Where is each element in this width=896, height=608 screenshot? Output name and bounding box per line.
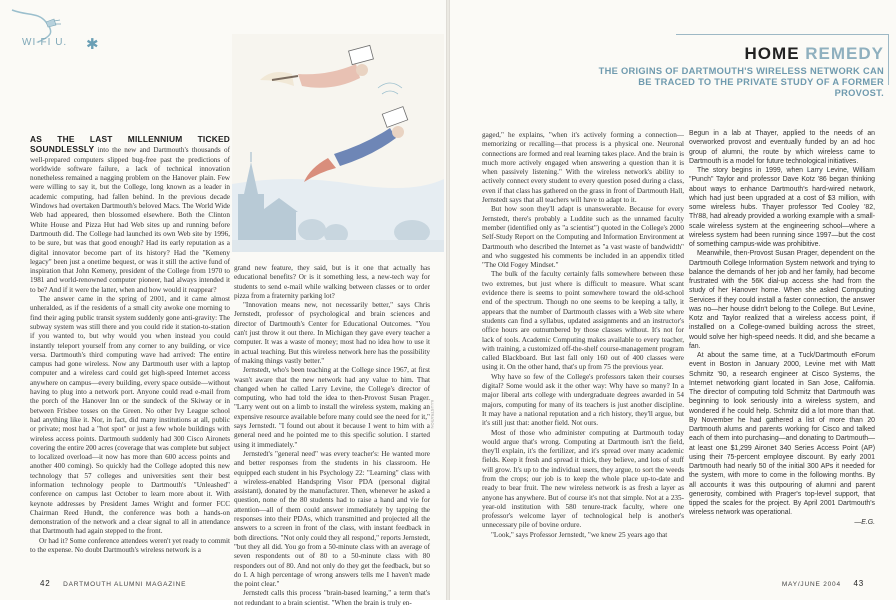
asterisk-icon: ✱ — [86, 37, 99, 53]
paragraph: Jernstedt, who's been teaching at the College since 1967, at first wasn't aware that the new network had any value to him. That changed when he called Larry Levine, the College's director of computing, who had told the idea to then-Provost Susan Prager. "Larry went out on a limb to install the wireless system, making an expensive resource available before many could see the need for it," says Jernstedt. "I found out about it because I went to him with a general need and he pointed me to this specific solution. I started using it immediately." — [234, 366, 430, 449]
sidebar-title — [745, 44, 884, 64]
paragraph: The bulk of the faculty certainly falls somewhere between these two extremes, but just where is difficult to measure. What scant evidence there is seems to point somewhere toward the old-school end of the spectrum. Though no one seems to be keeping a tally, it appears that the number of Dartmouth classes with a Web site where students can find a syllabus, updated assignments and an instructor's office hours are outnumbered by those classes without. It's not for lack of tools. Academic Computing makes available to every teacher, with training, a customized off-the-shelf course-management program called Blackboard. But last fall only 160 out of 400 classes were using it. On the other hand, that's up from 75 the previous year. — [482, 270, 684, 372]
lead-in-caps: AS THE LAST MILLENNIUM TICKED SOUNDLESSLY — [30, 134, 230, 155]
right-page — [450, 0, 896, 600]
body-column-2 — [234, 264, 430, 608]
paragraph: Jernstedt's "general need" was every teacher's: He wanted more and better responses from the students in his classroom. He equipped each student in his Psychology 22: "Learning" class with a wireless-enabled Handspring Visor PDA (personal digital assistant), donated by the manufacturer. Then, whenever he asked a question, none of the 80 students had to raise a hand and vie for attention—all of them could answer immediately by tapping the responses into their PDAs, which transmitted and projected all the answers to a screen in front of the class, with instant feedback in both directions. "Not only could they all respond," reports Jernstedt, "but they all did. You go from a 50-minute class with an average of seven respondents out of 80 to a 50-minute class with 80 responders out of 80. And not only do they get the feedback, but so do I. A high percentage of wrong answers tells me I haven't made the point clear." — [234, 449, 430, 589]
title-word-home: HOME — [744, 44, 800, 63]
paragraph: "Look," says Professor Jernstedt, "we knew 25 years ago that — [491, 530, 668, 539]
lead-paragraph — [30, 135, 230, 295]
paragraph: gaged," he explains, "when it's actively forming a connection—memorizing or recalling—that process is a physical one. Neuronal connections are formed and real learning takes place. And the brain is much more actively engaged when answering a question than it is when passively listening." With the wireless network's ability to actively connect every student to every question posed during a class, even if that class has gathered on the grass in front of Dartmouth Hall, Jernstedt says that all teachers will have to adapt to it. — [482, 131, 684, 205]
paragraph: The answer came in the spring of 2001, and it came almost unheralded, as if the residents of a small city awoke one morning to find their aging public transit system suddenly gone anti-gravity: The subway system was still there and you could ride it station-to-station if you wanted to, but why would you when instead you could instantly teleport yourself from any corner to any building, or vice versa. Dartmouth's third computing wave had arrived: The entire campus had gone wireless. Now any Dartmouth user with a laptop computer and a wireless card could get high-speed Internet access anywhere on campus—every building, every space outside—without having to plug into a network port. Anyone could read e-mail from the porch of the Hanover Inn or the sundeck of the Skiway or in between Frisbee tosses on the Green. No other Ivy League school had anything like it. Nor, in fact, did many institutions at all, public or private; most had a "hot spot" or just a few whole buildings with wireless access points. Dartmouth suddenly had 300 Cisco Aironets covering the entire 200 acres (coverage that was complete but subject to localized overload—it now has more than 600 access points and another 400 coming). So quickly had the College adopted this new technology that 57 colleges and universities sent their best information technology people to Dartmouth's "Unleashed" conference on campus last October to learn more about it. With keynote addresses by President James Wright and former FCC Chairman Reed Hundt, the conference was both a hands-on demonstration of the network and a clear signal to all in attendance that Dartmouth had again stepped to the front. — [30, 295, 230, 536]
folio-left — [30, 579, 186, 588]
paragraph: Or had it? Some conference attendees weren't yet ready to commit to the expense. No doubt Dartmouth's wireless network is a — [30, 536, 230, 555]
section-tag — [8, 6, 118, 53]
folio-right — [782, 579, 874, 588]
section-label: WI-FI U. — [22, 37, 68, 48]
paragraph: into the new and Dartmouth's thousands of well-prepared computers slipped bug-free past the predictions of worldwide software failure, a lack of technical innovation nonetheless remained a nagging problem on the Hanover plain. Few were willing to say it, but the College, long known as a leader in academic computing, had fallen behind. In the previous decade Windows had overtaken Dartmouth's beloved Macs. The World Wide Web had appeared, then blossomed elsewhere. Both the Clinton White House and Pizza Hut had Web sites up and running before Dartmouth did. The College had launched its own Web site by 1996, to be sure, but was that good enough? Had its early reputation as a digital innovator become part of its history? Had the "Kemeny legacy" been just a onetime bequest, or was it still the active fund of inspiration that John Kemeny, president of the College from 1970 to 1981 and world-renowned computer pioneer, had always intended it to be? And if it were the latter, when and how would it reappear? — [30, 146, 230, 294]
paragraph: Jernstedt calls this process "brain-based learning," a term that's not redundant to a brain scientist. "When the brain is truly en- — [234, 589, 430, 607]
illustration-credit: ILLUSTRATION — [430, 400, 435, 429]
sidebar-column — [689, 129, 875, 527]
paragraph: At about the same time, at a Tuck/Dartmouth eForum event in Boston in January 2000, Levine met with Matt Schmitz '90, a research engineer at Cisco Systems, the Internet networking giant located in San Jose, California. The director of computing told Schmitz that Dartmouth was beginning to look seriously into a wireless system, and wondered if he could help. Schmitz did a lot more than that. By November he had gathered a list of more than 20 Dartmouth alums and parents working for Cisco and talked each of them into purchasing—and donating to Dartmouth—at least one $1,299 Aironet 340 Series Access Point (AP) using their 75-percent employee discount. By early 2001 Dartmouth had nearly 50 of the initial 300 APs it needed for the system, with more to come in the following months. By all accounts it was this outpouring of alumni and parent generosity, combined with Prager's top-level support, that tipped the scales for the project. By April 2001 Dartmouth's wireless network was operational. — [689, 352, 875, 517]
paragraph: Begun in a lab at Thayer, applied to the needs of an overworked provost and eventually funded by an ad hoc group of alumni, the route by which wireless came to Dartmouth is a model for future technological initiatives. — [689, 130, 875, 165]
paragraph: grand new feature, they said, but is it one that actually has educational benefits? Or is it something less, a new-tech way for students to send e-mail while walking between classes or to order pizza from a fraternity parking lot? — [234, 264, 430, 300]
paragraph: But how soon they'll adapt is unanswerable. Because for every Jernstedt, there's probably a Luddite such as the unnamed faculty member (identified only as "a scientist") quoted in the College's 2000 Self-Study Report on the Computing and Information Environment at Dartmouth who described the Internet as "a vast waste of bandwidth" and who suggested his comments be included in an appendix titled "The Old Fogey Mindset." — [482, 205, 684, 270]
issue-date: MAY/JUNE 2004 — [781, 581, 841, 588]
flying-laptop-illustration — [232, 34, 444, 252]
author-signature: —E.G. — [854, 518, 875, 526]
body-column-3 — [482, 131, 684, 540]
paragraph: "Innovation means new, not necessarily better," says Chris Jernstedt, professor of psychological and brain sciences and director of Dartmouth's Center for Educational Outcomes. "You can't just throw it out there. In Michigan they gave every teacher a computer. It was a waste of money; most had no idea how to use it in actual teaching. But this wireless network here has the possibility of making things vastly better." — [234, 301, 430, 365]
page-number: 42 — [40, 579, 51, 588]
sidebar-deck: THE ORIGINS OF DARTMOUTH'S WIRELESS NETWORK CAN BE TRACED TO THE PRIVATE STUDY OF A FORMER PROVOST. — [598, 66, 884, 98]
paragraph: Why have so few of the College's professors taken their courses digital? Some would ask it the other way: Why have so many? In a major liberal arts college with undergraduate degrees awarded in 54 majors, computing for many of its teachers is just another discipline. It may have a national reputation and a rich history, they'll argue, but it's still just that: another field. Not ours. — [482, 372, 684, 428]
magazine-name: DARTMOUTH ALUMNI MAGAZINE — [63, 581, 187, 588]
title-word-remedy: REMEDY — [805, 44, 884, 63]
paragraph: The story begins in 1999, when Larry Levine, William "Punch" Taylor and professor Dave Kotz '86 began thinking about ways to enhance Dartmouth's hard-wired network, which had just been upgraded at a cost of $3 million, with some wireless hubs. Thayer professor Ted Cooley '82, Th'88, had already provided a working example with a small-scale wireless system at the engineering school—where a wireless system had been running since 1997—but the cost of something campus-wide was prohibitive. — [689, 167, 875, 248]
paragraph: Meanwhile, then-Provost Susan Prager, dependent on the Dartmouth College Information System network and trying to balance the demands of her job and her family, had become frustrated with the 56K dial-up access she had from the study of her Hanover home. When she asked Computing Services if they could install a faster connection, the answer was no—her house didn't belong to the College. But Levine, Kotz and Taylor realized that a wireless access point, if installed on a College-owned building across the street, would solve her high-speed needs. It did, and she became a fan. — [689, 250, 875, 350]
body-column-1 — [30, 135, 230, 555]
left-page — [0, 0, 446, 607]
page-number: 43 — [853, 579, 864, 588]
paragraph: Most of those who administer computing at Dartmouth today would argue that's wrong. Computing at Dartmouth isn't the field, they'll explain, it's the fertilizer, and it's spread over many academic fields. Keep it fresh and spread it thick, they believe, and lots of stuff will grow. It's up to the individual users, they argue, to sort the weeds from the crops; our job is to keep the whole place up-to-date and ready to bear fruit. The new wireless network is as fresh a layer as anyone has anywhere. But of course it's not that simple. Not at a 235-year-old institution with 580 tenure-track faculty, where one professor's welcome layer of technological help is another's unnecessary pile of bovine ordure. — [482, 428, 684, 530]
